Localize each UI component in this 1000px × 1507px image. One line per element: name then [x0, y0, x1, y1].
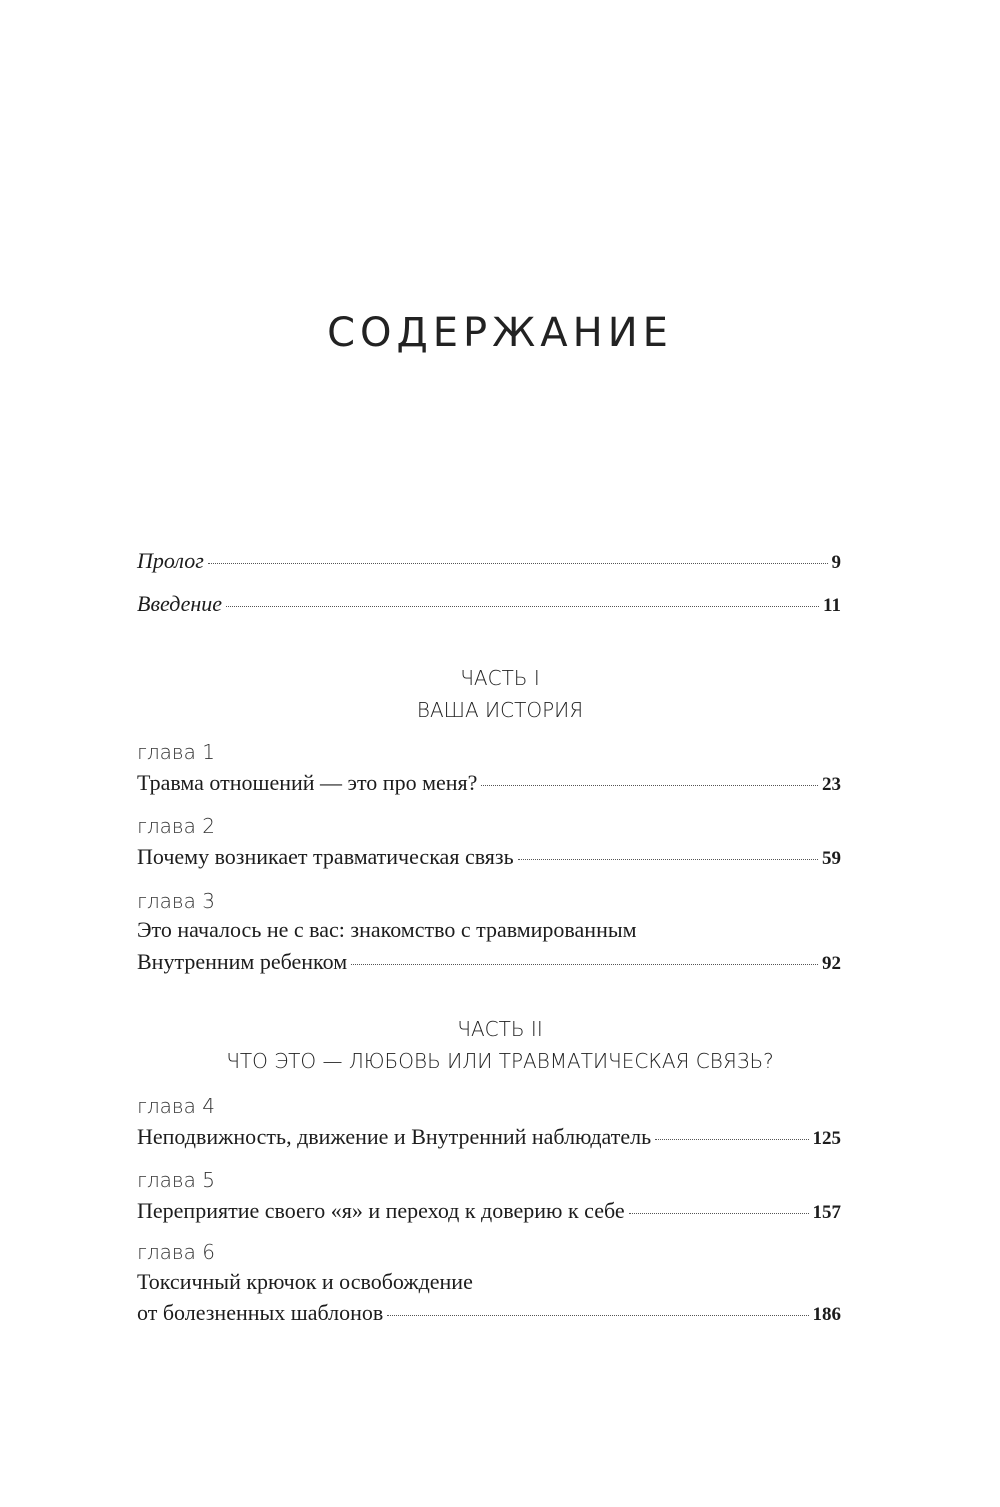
chapter-label: глава 4: [137, 1094, 215, 1118]
page-number: 9: [831, 552, 841, 573]
page-number: 157: [812, 1202, 841, 1223]
toc-entry-chapter-4[interactable]: [137, 1124, 841, 1152]
table-of-contents: [137, 0, 841, 1507]
page-number: 125: [812, 1128, 841, 1149]
chapter-label: глава 6: [137, 1240, 215, 1264]
toc-entry-title: от болезненных шаблонов: [137, 1300, 384, 1325]
toc-entry-title-line[interactable]: Это началось не с вас: знакомство с травмированным: [137, 917, 637, 942]
chapter-label: глава 2: [137, 814, 215, 838]
chapter-label: глава 5: [137, 1168, 215, 1192]
page-number: 92: [822, 953, 841, 974]
toc-entry-title: Пролог: [137, 548, 204, 573]
leader-dots: [387, 1315, 808, 1316]
leader-dots: [629, 1213, 809, 1214]
part-number: ЧАСТЬ I: [460, 666, 540, 690]
chapter-label: глава 3: [137, 889, 215, 913]
toc-entry-title: Неподвижность, движение и Внутренний наблюдатель: [137, 1124, 652, 1149]
part-number: ЧАСТЬ II: [457, 1017, 543, 1041]
leader-dots: [208, 563, 828, 564]
leader-dots: [226, 606, 819, 607]
page-number: 59: [822, 848, 841, 869]
page-title: СОДЕРЖАНИЕ: [327, 309, 673, 356]
toc-entry-chapter-2[interactable]: [137, 844, 841, 872]
page-number: 11: [823, 595, 841, 616]
toc-entry-chapter-3[interactable]: [137, 949, 841, 977]
toc-entry-title-line[interactable]: Токсичный крючок и освобождение: [137, 1269, 473, 1294]
page-number: 23: [822, 774, 841, 795]
toc-entry-title: Переприятие своего «я» и переход к доверию к себе: [137, 1198, 625, 1223]
toc-entry-chapter-6[interactable]: [137, 1300, 841, 1328]
toc-entry-chapter-1[interactable]: [137, 770, 841, 798]
part-title: ЧТО ЭТО — ЛЮБОВЬ ИЛИ ТРАВМАТИЧЕСКАЯ СВЯЗЬ?: [226, 1049, 774, 1073]
toc-entry-introduction[interactable]: [137, 591, 841, 619]
toc-entry-title: Введение: [137, 591, 223, 616]
toc-entry-title: Травма отношений — это про меня?: [137, 770, 478, 795]
page-number: 186: [812, 1304, 841, 1325]
toc-entry-prologue[interactable]: [137, 548, 841, 576]
leader-dots: [481, 785, 818, 786]
part-title: ВАША ИСТОРИЯ: [416, 698, 584, 722]
chapter-label: глава 1: [137, 740, 215, 764]
leader-dots: [351, 964, 818, 965]
toc-entry-chapter-5[interactable]: [137, 1198, 841, 1226]
toc-entry-title: Внутренним ребенком: [137, 949, 348, 974]
leader-dots: [655, 1139, 808, 1140]
toc-entry-title: Почему возникает травматическая связь: [137, 844, 514, 869]
leader-dots: [518, 859, 818, 860]
